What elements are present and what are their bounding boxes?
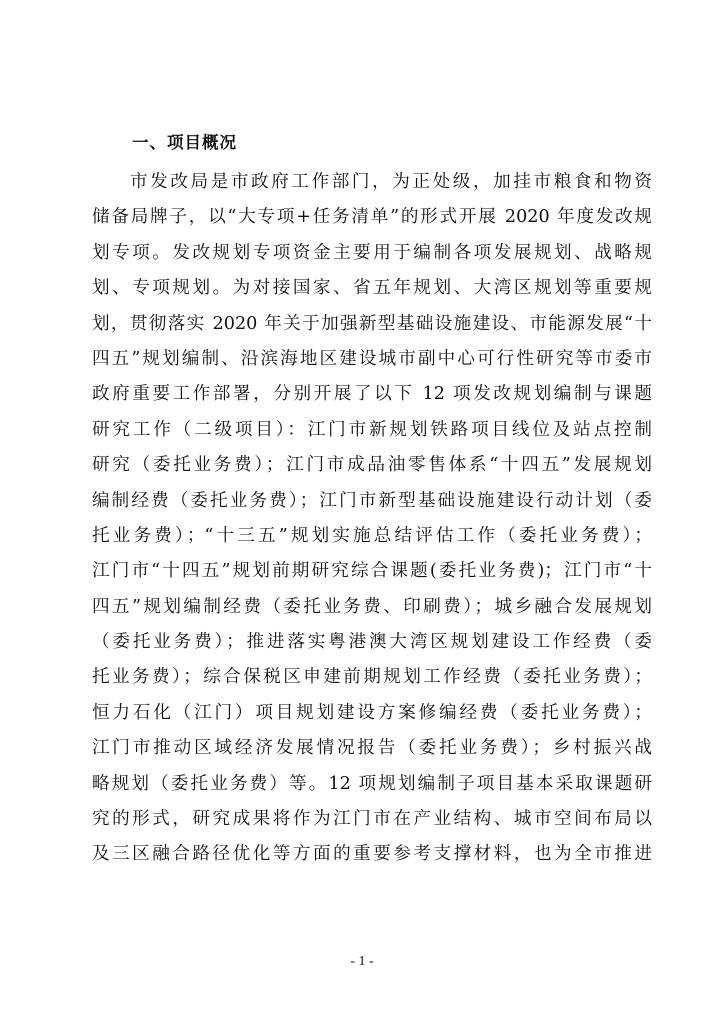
paragraph-line: 编制经费（委托业务费）；江门市新型基础设施建设行动计划（委: [92, 490, 652, 511]
paragraph-line: 研究（委托业务费）；江门市成品油零售体系“十四五”发展规划: [92, 455, 652, 476]
paragraph-line: 托业务费）；“十三五”规划实施总结评估工作（委托业务费）；: [92, 525, 652, 546]
paragraph-line: 究的形式，研究成果将作为江门市在产业结构、城市空间布局以: [92, 809, 652, 830]
paragraph-line: 托业务费）；综合保税区申建前期规划工作经费（委托业务费）；: [92, 667, 652, 688]
paragraph-line: 江门市推动区域经济发展情况报告（委托业务费）；乡村振兴战: [92, 738, 652, 759]
section-heading: 一、项目概况: [132, 133, 237, 152]
paragraph-line: 四五”规划编制经费（委托业务费、印刷费）；城乡融合发展规划: [92, 596, 652, 617]
paragraph-line: 市发改局是市政府工作部门，为正处级，加挂市粮食和物资: [130, 172, 652, 192]
paragraph-line: 研究工作（二级项目）：江门市新规划铁路项目线位及站点控制: [92, 419, 652, 440]
paragraph-line: 略规划（委托业务费）等。12 项规划编制子项目基本采取课题研: [92, 773, 652, 794]
paragraph-line: （委托业务费）；推进落实粤港澳大湾区规划建设工作经费（委: [92, 632, 652, 653]
paragraph-line: 划，贯彻落实 2020 年关于加强新型基础设施建设、市能源发展“十: [92, 313, 652, 334]
paragraph-line: 恒力石化（江门）项目规划建设方案修编经费（委托业务费）；: [92, 702, 652, 723]
paragraph-line: 划、专项规划。为对接国家、省五年规划、大湾区规划等重要规: [92, 278, 652, 299]
paragraph-line: 四五”规划编制、沿滨海地区建设城市副中心可行性研究等市委市: [92, 348, 652, 369]
paragraph-line: 储备局牌子，以“大专项+任务清单”的形式开展 2020 年度发改规: [92, 207, 652, 228]
page-number: - 1 -: [350, 954, 374, 969]
paragraph-line: 政府重要工作部署，分别开展了以下 12 项发改规划编制与课题: [92, 384, 652, 405]
paragraph-line: 划专项。发改规划专项资金主要用于编制各项发展规划、战略规: [92, 242, 652, 263]
paragraph-line: 江门市“十四五”规划前期研究综合课题(委托业务费)；江门市“十: [92, 561, 652, 582]
body-paragraph: [92, 165, 652, 873]
paragraph-line: 及三区融合路径优化等方面的重要参考支撑材料，也为全市推进: [92, 844, 652, 865]
